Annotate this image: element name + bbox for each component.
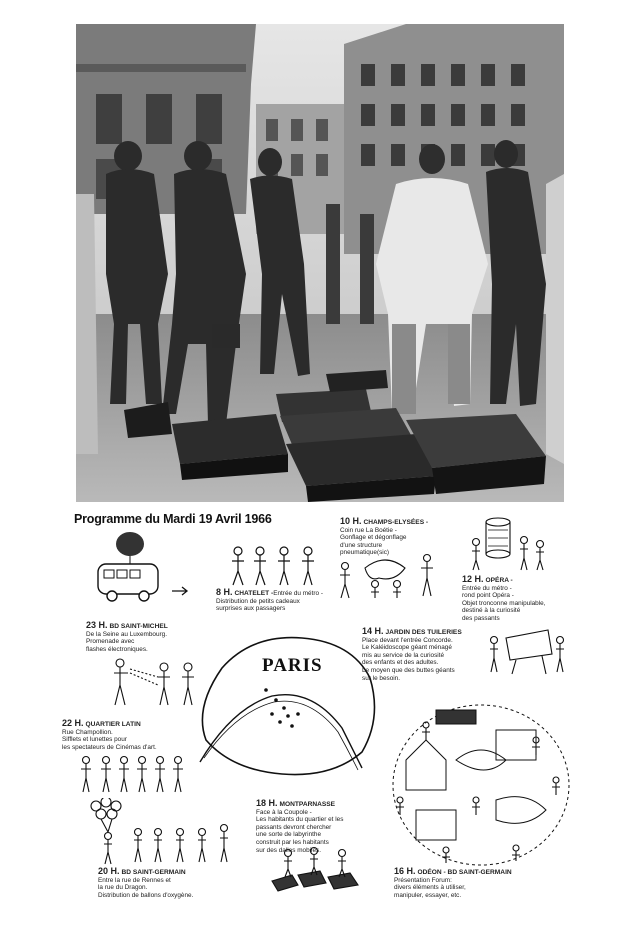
bus-sketch	[92, 530, 202, 613]
entry-18h	[256, 800, 374, 854]
saint-michel-sketch	[108, 655, 204, 716]
entry-14h-line: Place devant l'entrée Concorde.	[362, 636, 453, 644]
entry-10h-hour: 10 H.	[340, 516, 362, 526]
entry-14h-line: des enfants et des adultes.	[362, 659, 439, 667]
entry-23h-line: flashes électroniques.	[86, 645, 148, 653]
entry-10h-line: Gonflage et dégonflage	[340, 534, 407, 542]
entry-14h-line: Le moyen que des buttes géants	[362, 666, 455, 674]
street-photo	[76, 24, 564, 502]
entry-18h-line: construit par les habitants	[256, 838, 329, 846]
tuileries-sketch	[486, 628, 570, 681]
entry-14h	[362, 628, 488, 682]
entry-8h-line: surprises aux passagers	[216, 605, 286, 613]
entry-10h-line: Coin rue La Boétie -	[340, 526, 397, 534]
entry-16h-line: manipuler, essayer, etc.	[394, 891, 462, 899]
entry-12h	[462, 576, 584, 623]
map-title: PARIS	[262, 655, 323, 676]
entry-14h-line: sur le besoin.	[362, 674, 401, 682]
quartier-latin-sketch	[78, 752, 188, 801]
opera-object-sketch	[468, 514, 558, 579]
entry-23h-line: Promenade avec	[86, 638, 135, 646]
chatelet-figures-sketch	[228, 545, 324, 594]
champs-elysees-sketch	[335, 548, 445, 611]
entry-16h-hour: 16 H.	[394, 866, 416, 876]
entry-12h-line: des passants	[462, 614, 500, 622]
entry-22h-place: QUARTIER LATIN	[85, 721, 141, 728]
entry-23h	[86, 622, 216, 653]
entry-10h-line: d'une structure	[340, 541, 383, 549]
entry-18h-line: Face à la Coupole -	[256, 808, 312, 816]
entry-8h-hour: 8 H.	[216, 587, 233, 597]
entry-8h-line: Entrée du métro -	[273, 590, 323, 597]
entry-20h	[98, 868, 248, 899]
entry-14h-line: Le Kaléidoscope géant ménagé	[362, 644, 452, 652]
entry-12h-line: Entrée du métro -	[462, 584, 512, 592]
entry-12h-hour: 12 H.	[462, 574, 484, 584]
entry-20h-place: BD SAINT-GERMAIN	[121, 869, 186, 876]
entry-12h-line: destiné à la curiosité	[462, 607, 521, 615]
entry-20h-line: la rue du Dragon.	[98, 884, 148, 892]
entry-18h-place: MONTPARNASSE	[279, 801, 336, 808]
entry-14h-hour: 14 H.	[362, 626, 384, 636]
entry-20h-hour: 20 H.	[98, 866, 120, 876]
programme-title: Programme du Mardi 19 Avril 1966	[74, 512, 272, 526]
entry-12h-place: OPÉRA -	[485, 577, 513, 584]
entry-22h-line: les spectateurs de Cinémas d'art.	[62, 743, 157, 751]
entry-22h-line: Sifflets et lunettes pour	[62, 736, 127, 744]
entry-18h-line: passants devront chercher	[256, 823, 332, 831]
entry-20h-line: Distribution de ballons d'oxygène.	[98, 891, 194, 899]
entry-8h-line: Distribution de petits cadeaux	[216, 597, 300, 605]
entry-14h-line: mis au service de la curiosité	[362, 651, 445, 659]
entry-22h-hour: 22 H.	[62, 718, 84, 728]
entry-20h-line: Entre la rue de Rennes et	[98, 876, 171, 884]
entry-12h-line: Objet tronconne manipulable,	[462, 599, 546, 607]
street-photo-drawing	[76, 24, 564, 502]
entry-18h-line: sur des dalles mobiles.	[256, 846, 322, 854]
entry-10h-line: pneumatique(sic)	[340, 549, 390, 557]
entry-18h-line: Les habitants du quartier et les	[256, 816, 344, 824]
entry-16h-line: divers éléments à utiliser,	[394, 884, 466, 892]
entry-8h-place: CHATELET -	[234, 590, 274, 597]
entry-8h	[216, 589, 328, 613]
entry-23h-hour: 23 H.	[86, 620, 108, 630]
entry-16h-place: ODÉON - BD SAINT-GERMAIN	[417, 869, 512, 876]
entry-14h-place: JARDIN DES TUILERIES	[385, 629, 462, 636]
entry-16h-line: Présentation Forum:	[394, 876, 452, 884]
paris-map	[192, 628, 384, 778]
entry-23h-place: BD SAINT-MICHEL	[109, 623, 168, 630]
saint-germain-balloons-sketch	[86, 798, 236, 871]
entry-22h-line: Rue Champollion.	[62, 728, 113, 736]
entry-10h-place: CHAMPS-ELYSÉES -	[363, 519, 429, 526]
entry-10h	[340, 518, 460, 557]
entry-12h-line: rond point Opéra -	[462, 592, 514, 600]
entry-18h-hour: 18 H.	[256, 798, 278, 808]
odeon-forum-sketch	[386, 700, 576, 875]
entry-22h	[62, 720, 202, 751]
entry-16h	[394, 868, 554, 899]
entry-18h-line: une sorte de labyrinthe	[256, 831, 322, 839]
entry-23h-line: De la Seine au Luxembourg.	[86, 630, 168, 638]
